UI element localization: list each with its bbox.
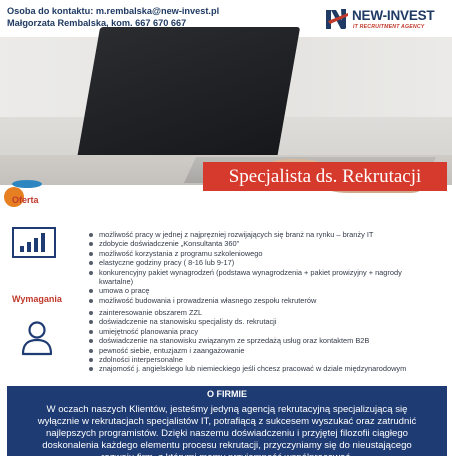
logo-title: NEW-INVEST	[352, 8, 435, 23]
list-item: możliwość budowania i prowadzenia własnego zespołu rekruterów	[88, 296, 428, 305]
list-item: zdobycie doświadczenie „Konsultanta 360”	[88, 239, 428, 248]
job-title: Specjalista ds. Rekrutacji	[228, 166, 422, 187]
list-item: możliwość korzystania z programu szkoleniowego	[88, 249, 428, 258]
offer-heading: Oferta	[12, 195, 39, 205]
list-item: znajomość j. angielskiego lub niemieckiego jeśli chcesz pracować w dziale międzynarodowym	[88, 364, 418, 373]
company-logo	[322, 5, 450, 35]
list-item: doświadczenie na stanowisku związanym ze sprzedażą usług oraz kontaktem B2B	[88, 336, 418, 345]
list-item: zdolności interpersonalne	[88, 355, 418, 364]
job-title-banner	[203, 162, 447, 191]
list-item: możliwość pracy w jednej z najpręzniej rozwijających się branż na rynku – branży IT	[88, 230, 428, 239]
user-icon	[20, 320, 54, 356]
offer-list	[88, 230, 428, 305]
new-invest-logo-icon	[324, 7, 350, 31]
list-item: elastyczne godziny pracy ( 8-16 lub 9-17)	[88, 258, 428, 267]
list-item: umiejętność planowania pracy	[88, 327, 418, 336]
list-item: umowa o pracę	[88, 286, 428, 295]
about-company-section	[7, 386, 447, 463]
list-item: zainteresowanie obszarem ZZL	[88, 308, 418, 317]
about-company-heading: O FIRMIE	[207, 389, 247, 399]
list-item: pewność siebie, entuzjazm i zaangażowanie	[88, 346, 418, 355]
contact-info	[7, 6, 219, 29]
about-company-text: W oczach naszych Klientów, jesteśmy jedyną agencją rekrutacyjną specjalizującą się wyłącznie w rekrutacjach specjalistów IT, potrafiącą z sukcesem wyszukać oraz zatrudnić najlepszych programistów. Dzięki naszemu doświadczeniu i przyjętej filozofii ciągłego doskonalenia każdego elementu procesu rekrutacji, przyczyniamy się do nieustającego rozwoju firm, z którymi mamy przyjemność współpracować.	[37, 404, 417, 463]
logo-subtitle: IT RECRUITMENT AGENCY	[353, 24, 425, 30]
requirements-list	[88, 308, 418, 374]
bar-chart-icon	[12, 227, 56, 258]
requirements-heading: Wymagania	[12, 294, 62, 304]
contact-phone-line: Małgorzata Rembalska, kom. 667 670 667	[7, 17, 187, 28]
list-item: konkurencyjny pakiet wynagrodzeń (podstawa wynagrodzenia + pakiet prowizyjny + nagrody kwartalne)	[88, 268, 428, 287]
contact-email-line: Osoba do kontaktu: m.rembalska@new-invest.pl	[7, 6, 220, 16]
list-item: doświadczenie na stanowisku specjalisty ds. rekrutacji	[88, 317, 418, 326]
